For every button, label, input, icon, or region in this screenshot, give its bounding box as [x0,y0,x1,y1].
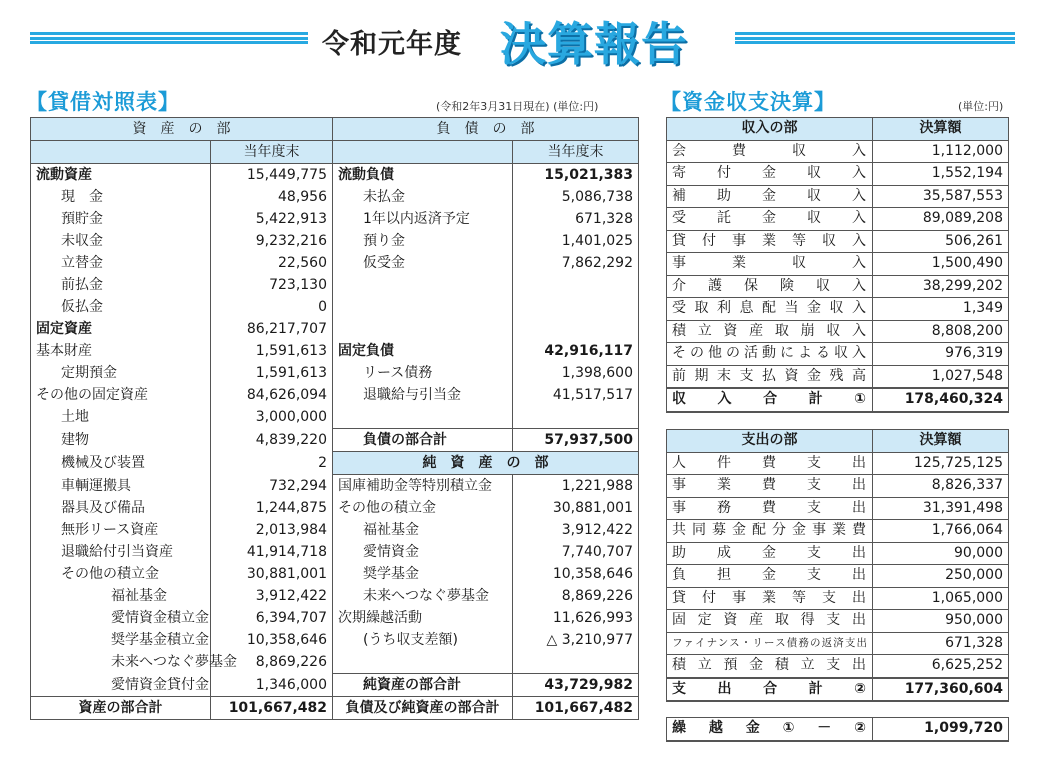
expense-label: 事業費支出 [667,475,873,498]
asset-label: 未来へつなぐ夢基金 [31,651,211,674]
carry-row [667,718,1009,741]
liability-value: 7,862,292 [513,252,639,274]
bs-row [31,563,639,585]
liability-label [333,318,513,340]
carry-table [666,717,1009,742]
asset-label: 退職給付引当資産 [31,541,211,563]
income-row [667,320,1009,343]
liability-label [333,406,513,429]
asset-value: 1,346,000 [211,674,333,697]
expense-total-row [667,678,1009,702]
asset-label: 現 金 [31,186,211,208]
expense-label: 貸付事業等支出 [667,587,873,610]
bs-row [31,452,639,475]
asset-label: その他の固定資産 [31,384,211,406]
expense-value: 250,000 [873,565,1009,588]
income-value: 38,299,202 [873,275,1009,298]
asset-label: 基本財産 [31,340,211,362]
liability-value: 11,626,993 [513,607,639,629]
income-label: 会費収入 [667,140,873,163]
liabilities-header: 負 債 の 部 [333,118,639,141]
asset-label: 無形リース資産 [31,519,211,541]
liability-value: 3,912,422 [513,519,639,541]
expense-label: 負担金支出 [667,565,873,588]
expense-value: 8,826,337 [873,475,1009,498]
bs-row [31,406,639,429]
liability-value: 43,729,982 [513,674,639,697]
asset-label: 固定資産 [31,318,211,340]
liability-label: 国庫補助金等特別積立金 [333,475,513,498]
income-row [667,365,1009,388]
liability-value: 1,398,600 [513,362,639,384]
income-label: 受託金収入 [667,208,873,231]
expense-value: 950,000 [873,610,1009,633]
assets-header: 資 産 の 部 [31,118,333,141]
liability-value: 42,916,117 [513,340,639,362]
income-value: 976,319 [873,343,1009,366]
bs-row [31,629,639,651]
liability-value [513,406,639,429]
income-row [667,343,1009,366]
income-total-row [667,388,1009,412]
carry-label: 繰越金①－② [667,718,873,741]
bs-row [31,497,639,519]
asset-value: 1,244,875 [211,497,333,519]
liability-label: 福祉基金 [333,519,513,541]
cashflow-unit: (単位:円) [958,100,1004,113]
asset-label: 前払金 [31,274,211,296]
liability-value: 15,021,383 [513,164,639,187]
liability-label: (うち収支差額) [333,629,513,651]
total-liab-value: 101,667,482 [513,697,639,720]
assets-col-label: 当年度末 [211,141,333,164]
income-label: その他の活動による収入 [667,343,873,366]
bs-row [31,674,639,697]
liability-value: 57,937,500 [513,429,639,452]
bs-total-row [31,697,639,720]
asset-value: 86,217,707 [211,318,333,340]
income-row [667,163,1009,186]
bs-row [31,429,639,452]
income-value: 1,349 [873,298,1009,321]
asset-label: 定期預金 [31,362,211,384]
asset-label: 建物 [31,429,211,452]
expense-total-value: 177,360,604 [873,678,1009,702]
liability-label: 1年以内返済予定 [333,208,513,230]
bs-row [31,585,639,607]
asset-label: 車輌運搬具 [31,475,211,498]
liability-label [333,296,513,318]
income-row [667,275,1009,298]
income-total-label: 収入合計① [667,388,873,412]
liability-label: 仮受金 [333,252,513,274]
income-label: 補助金収入 [667,185,873,208]
income-value: 8,808,200 [873,320,1009,343]
expense-value: 90,000 [873,542,1009,565]
bs-row [31,607,639,629]
expense-row [667,452,1009,475]
liability-value: △ 3,210,977 [513,629,639,651]
total-assets-value: 101,667,482 [211,697,333,720]
expense-label: 人件費支出 [667,452,873,475]
expense-value: 1,065,000 [873,587,1009,610]
expense-header: 支出の部 [667,430,873,453]
liability-value: 1,401,025 [513,230,639,252]
expense-amount-header: 決算額 [873,430,1009,453]
expense-row [667,587,1009,610]
income-label: 寄付金収入 [667,163,873,186]
header-title: 決算報告 [500,17,688,71]
liability-label: 純資産の部合計 [333,674,513,697]
liability-value: 671,328 [513,208,639,230]
asset-value: 2 [211,452,333,475]
income-row [667,298,1009,321]
bs-row [31,340,639,362]
liability-value: 5,086,738 [513,186,639,208]
expense-row [667,655,1009,678]
asset-value: 10,358,646 [211,629,333,651]
liability-label: 奨学基金 [333,563,513,585]
balance-sheet-title: 【貸借対照表】 [26,90,180,114]
net-assets-header: 純 資 産 の 部 [333,452,639,475]
income-label: 事業収入 [667,253,873,276]
asset-value: 9,232,216 [211,230,333,252]
liability-label [333,651,513,674]
liability-value [513,651,639,674]
asset-label: 未収金 [31,230,211,252]
income-value: 1,027,548 [873,365,1009,388]
income-total-value: 178,460,324 [873,388,1009,412]
expense-label: 積立預金積立支出 [667,655,873,678]
expense-label: 助成金支出 [667,542,873,565]
bs-row [31,475,639,498]
liability-label: 次期繰越活動 [333,607,513,629]
expense-row [667,542,1009,565]
expense-header-row [667,430,1009,453]
liability-label: 負債の部合計 [333,429,513,452]
header-stripe-left [30,32,308,44]
liability-value: 10,358,646 [513,563,639,585]
income-value: 89,089,208 [873,208,1009,231]
bs-row [31,164,639,187]
bs-row [31,651,639,674]
asset-value: 1,591,613 [211,362,333,384]
income-value: 506,261 [873,230,1009,253]
bs-row [31,519,639,541]
liability-value [513,274,639,296]
header-year: 令和元年度 [322,29,462,60]
expense-label: 事務費支出 [667,497,873,520]
bs-row [31,186,639,208]
bs-row [31,541,639,563]
expense-value: 31,391,498 [873,497,1009,520]
asset-label: 預貯金 [31,208,211,230]
asset-label: 愛情資金貸付金 [31,674,211,697]
liability-label: 固定負債 [333,340,513,362]
assets-col-blank [31,141,211,164]
asset-label: 流動資産 [31,164,211,187]
income-value: 1,112,000 [873,140,1009,163]
bs-row [31,252,639,274]
bs-row [31,208,639,230]
asset-value: 4,839,220 [211,429,333,452]
asset-value: 1,591,613 [211,340,333,362]
bs-row [31,318,639,340]
bs-row [31,362,639,384]
expense-total-label: 支出合計② [667,678,873,702]
asset-value: 5,422,913 [211,208,333,230]
liability-label: 愛情資金 [333,541,513,563]
asset-label: 土地 [31,406,211,429]
expense-row [667,565,1009,588]
asset-label: 愛情資金積立金 [31,607,211,629]
asset-value: 2,013,984 [211,519,333,541]
income-value: 1,552,194 [873,163,1009,186]
asset-value: 84,626,094 [211,384,333,406]
liability-label: その他の積立金 [333,497,513,519]
expense-row [667,632,1009,655]
asset-value: 8,869,226 [211,651,333,674]
liability-value: 7,740,707 [513,541,639,563]
expense-row [667,520,1009,543]
income-value: 1,500,490 [873,253,1009,276]
bs-row [31,274,639,296]
total-liab-label: 負債及び純資産の部合計 [333,697,513,720]
liability-value: 8,869,226 [513,585,639,607]
income-label: 介護保険収入 [667,275,873,298]
liability-label: 預り金 [333,230,513,252]
expense-label: 固定資産取得支出 [667,610,873,633]
asset-label: 器具及び備品 [31,497,211,519]
cashflow-title: 【資金収支決算】 [660,90,836,114]
expense-row [667,475,1009,498]
expense-row [667,610,1009,633]
liability-value: 30,881,001 [513,497,639,519]
asset-value: 15,449,775 [211,164,333,187]
asset-value: 6,394,707 [211,607,333,629]
asset-label: 福祉基金 [31,585,211,607]
bs-row [31,384,639,406]
income-row [667,140,1009,163]
balance-sheet-table [30,117,639,720]
liability-label: 未払金 [333,186,513,208]
liability-value [513,318,639,340]
header-stripe-right [735,32,1015,44]
asset-label: 奨学基金積立金 [31,629,211,651]
income-label: 積立資産取崩収入 [667,320,873,343]
expense-label: 共同募金配分金事業費 [667,520,873,543]
asset-value: 22,560 [211,252,333,274]
income-label: 貸付事業等収入 [667,230,873,253]
income-row [667,230,1009,253]
asset-value: 732,294 [211,475,333,498]
carry-value: 1,099,720 [873,718,1009,741]
asset-value: 723,130 [211,274,333,296]
asset-value: 48,956 [211,186,333,208]
liability-value: 1,221,988 [513,475,639,498]
income-label: 受取利息配当金収入 [667,298,873,321]
asset-value: 0 [211,296,333,318]
bs-row [31,296,639,318]
asset-value: 3,000,000 [211,406,333,429]
income-amount-header: 決算額 [873,118,1009,141]
expense-value: 671,328 [873,632,1009,655]
liability-label: 未来へつなぐ夢基金 [333,585,513,607]
asset-label: その他の積立金 [31,563,211,585]
liability-label [333,274,513,296]
asset-value: 3,912,422 [211,585,333,607]
asset-label: 立替金 [31,252,211,274]
expense-row [667,497,1009,520]
expense-value: 6,625,252 [873,655,1009,678]
liability-label: 流動負債 [333,164,513,187]
asset-label: 機械及び装置 [31,452,211,475]
income-row [667,253,1009,276]
asset-label: 仮払金 [31,296,211,318]
liab-col-blank [333,141,513,164]
bs-row [31,230,639,252]
income-row [667,185,1009,208]
income-value: 35,587,553 [873,185,1009,208]
bs-section-header-row [31,118,639,141]
bs-col-header-row [31,141,639,164]
expense-value: 125,725,125 [873,452,1009,475]
income-row [667,208,1009,231]
total-assets-label: 資産の部合計 [31,697,211,720]
income-table [666,117,1009,413]
expense-label: ファイナンス・リース債務の返済支出 [667,632,873,655]
liability-label: リース債務 [333,362,513,384]
expense-value: 1,766,064 [873,520,1009,543]
income-label: 前期末支払資金残高 [667,365,873,388]
liability-value [513,296,639,318]
balance-sheet-note: (令和2年3月31日現在) (単位:円) [436,100,599,113]
expense-table [666,429,1009,702]
asset-value: 41,914,718 [211,541,333,563]
income-header: 収入の部 [667,118,873,141]
liability-value: 41,517,517 [513,384,639,406]
asset-value: 30,881,001 [211,563,333,585]
income-header-row [667,118,1009,141]
liability-label: 退職給与引当金 [333,384,513,406]
liab-col-label: 当年度末 [513,141,639,164]
